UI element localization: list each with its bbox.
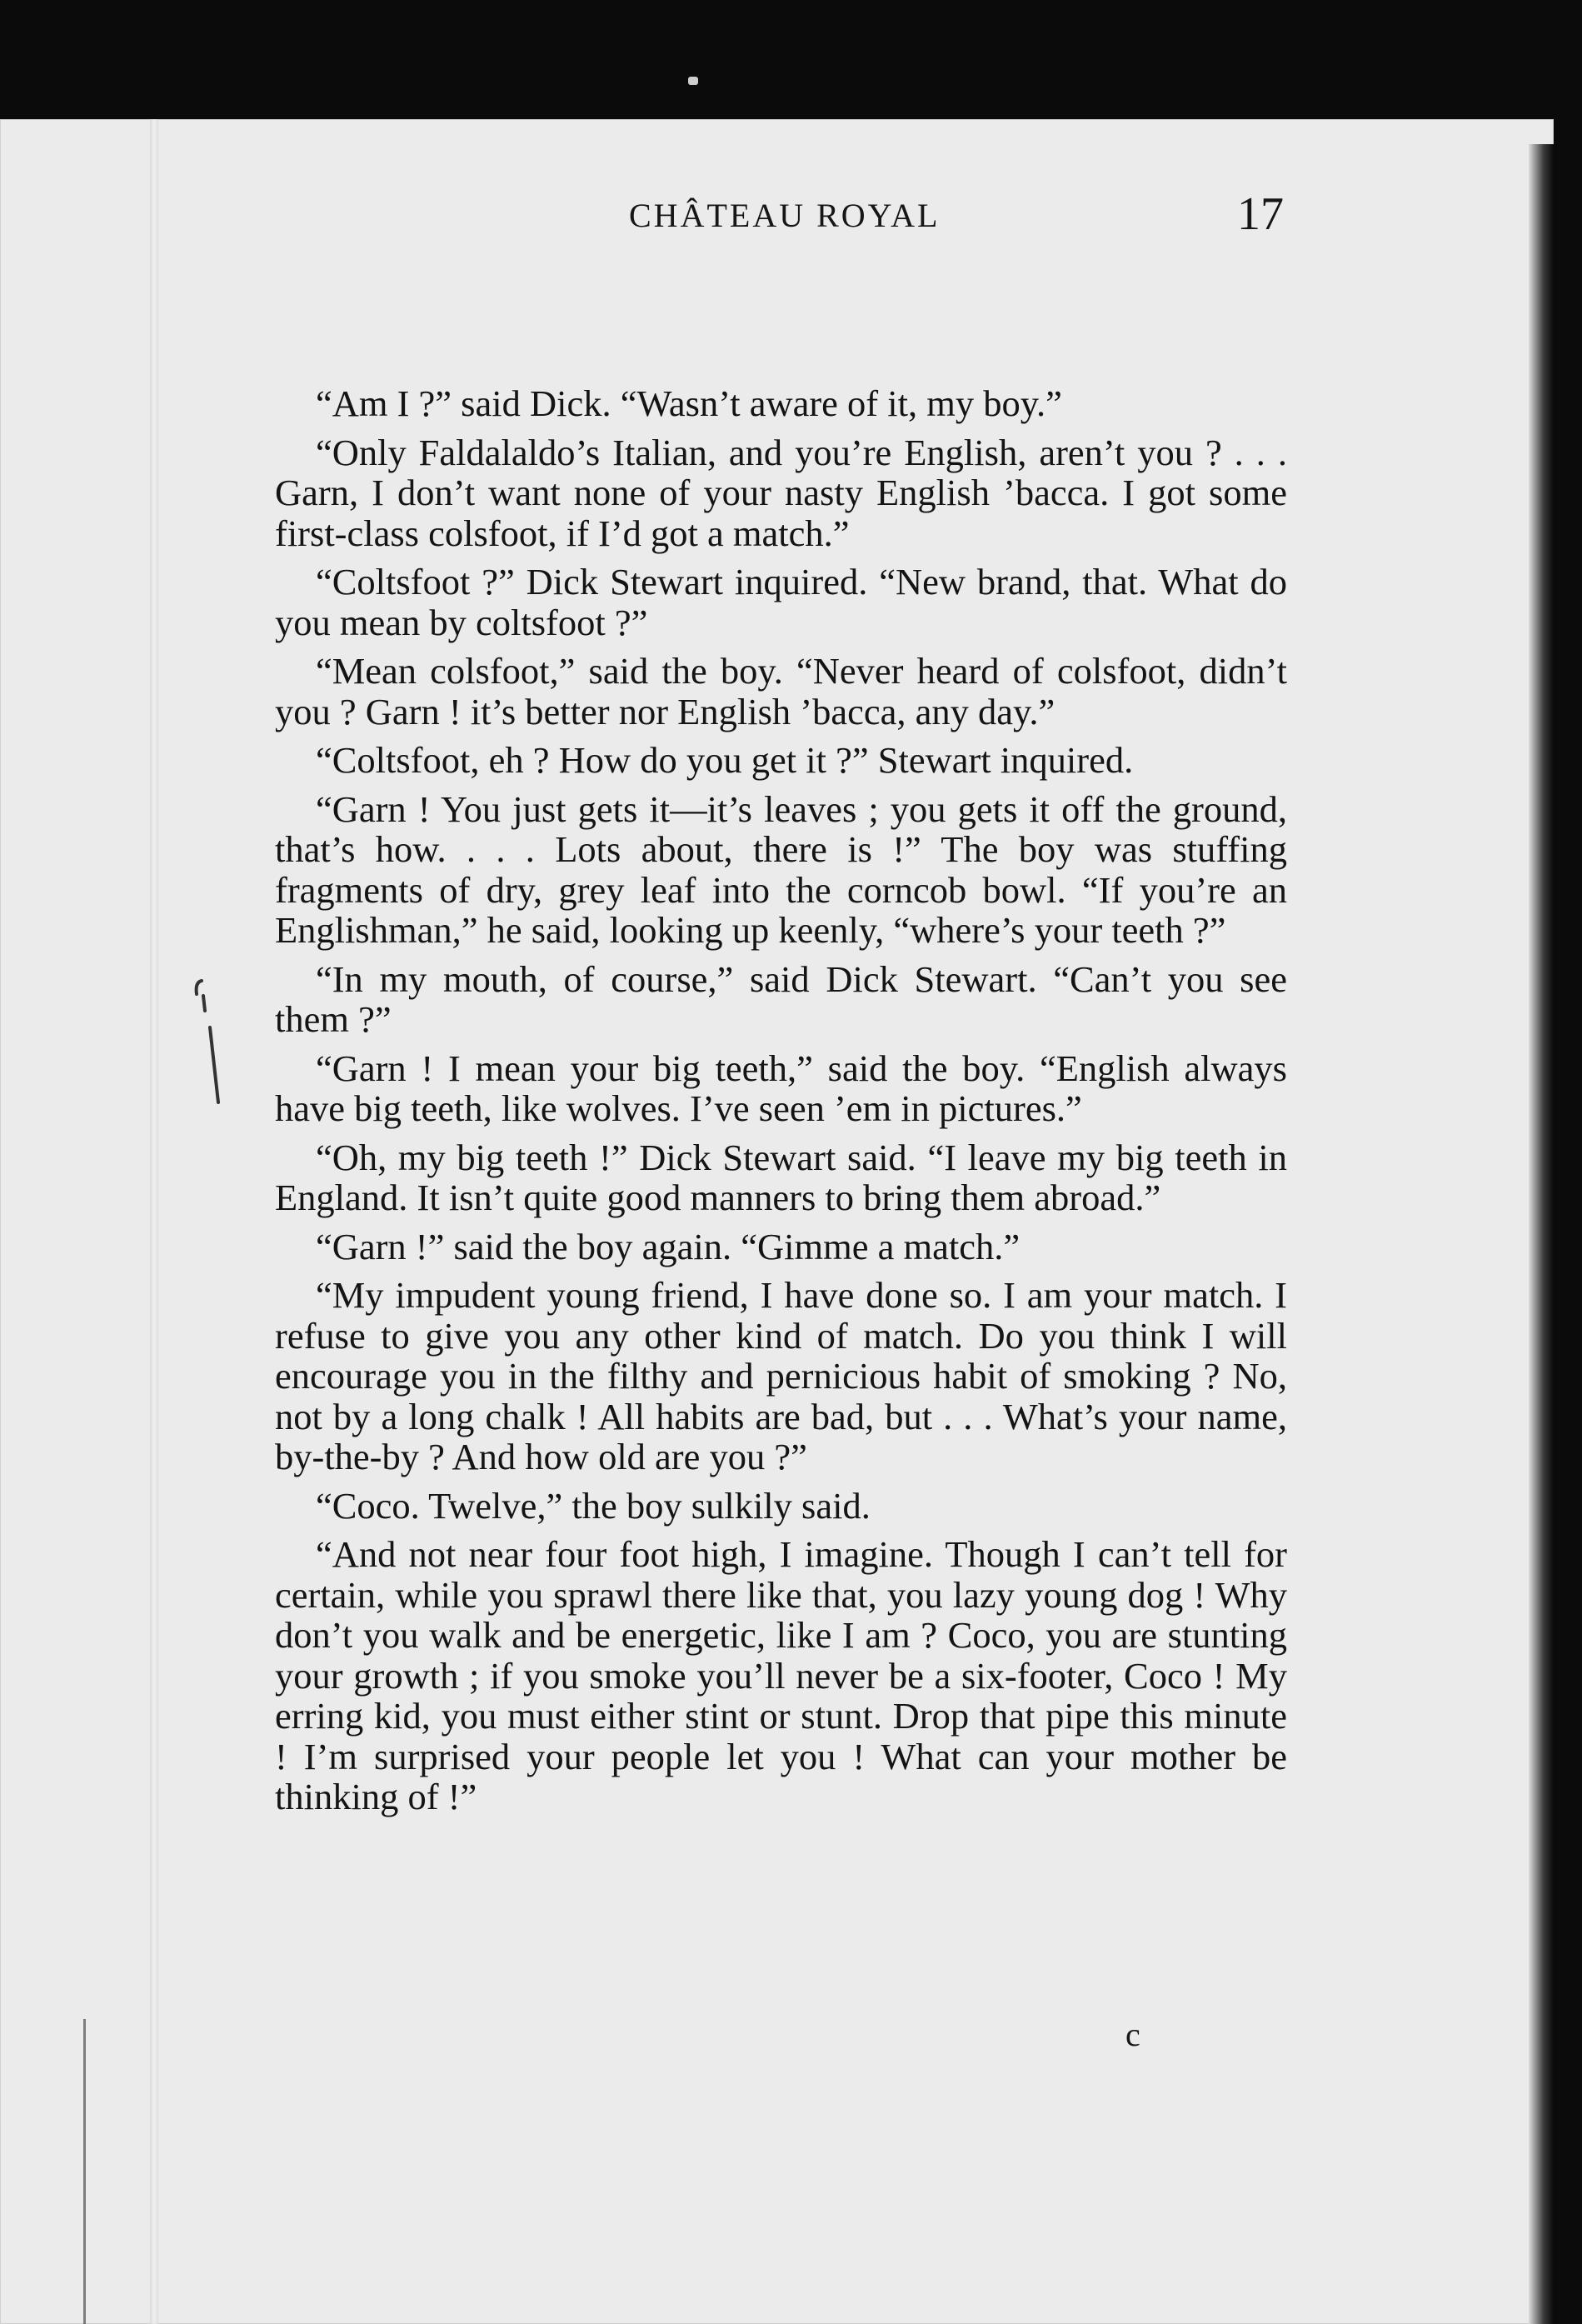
page-header	[0, 179, 1554, 254]
paragraph: “Coco. Twelve,” the boy sulkily said.	[315, 1484, 871, 1527]
pencil-mark	[193, 977, 223, 1111]
paragraph: “Garn ! I mean your big teeth,” said the boy. “English always have big teeth, like wolves. I’ve seen ’em in pictures.”	[275, 1047, 1287, 1129]
paragraph: “Oh, my big teeth !” Dick Stewart said. “I leave my big teeth in England. It isn’t quite good manners to bring them abroad.”	[275, 1136, 1287, 1218]
paragraph: “Am I ?” said Dick. “Wasn’t aware of it, my boy.”	[315, 382, 1062, 424]
paragraph: “Coltsfoot, eh ? How do you get it ?” Stewart inquired.	[315, 739, 1134, 781]
film-speck	[688, 77, 698, 85]
margin-rule	[83, 2019, 86, 2324]
paragraph: “Coltsfoot ?” Dick Stewart inquired. “New brand, that. What do you mean by coltsfoot ?”	[275, 561, 1287, 643]
body-text	[275, 383, 1287, 1826]
paragraph: “Garn !” said the boy again. “Gimme a match.”	[315, 1225, 1021, 1267]
paragraph: “Only Faldalaldo’s Italian, and you’re English, aren’t you ? . . . Garn, I don’t want none of your nasty English ’bacca. I got some first-class colsfoot, if I’d got a match.”	[275, 431, 1287, 554]
gutter-fold	[150, 119, 158, 2324]
paragraph: “And not near four foot high, I imagine. Though I can’t tell for certain, while you sprawl there like that, you lazy young dog ! Why don’t you walk and be energetic, like I am ? Coco, you are stunting your growth ; if you smoke you’ll never be a six-footer, Coco ! My erring kid, you must either stint or stunt. Drop that pipe this minute ! I’m surprised your people let you ! What can your mother be thinking of !”	[275, 1533, 1287, 1817]
signature-mark: c	[1125, 2016, 1140, 2053]
paragraph: “Garn ! You just gets it—it’s leaves ; you gets it off the ground, that’s how. . . . Lots about, there is !” The boy was stuffing fragments of dry, grey leaf into the corncob bowl. “If you’re an Englishman,” he said, looking up keenly, “where’s your teeth ?”	[275, 787, 1287, 951]
paragraph: “My impudent young friend, I have done so. I am your match. I refuse to give you any other kind of match. Do you think I will encourage you in the filthy and pernicious habit of smoking ? No, not by a long chalk ! All habits are bad, but . . . What’s your name, by-the-by ? And how old are you ?”	[275, 1274, 1287, 1477]
paragraph: “Mean colsfoot,” said the boy. “Never heard of colsfoot, didn’t you ? Garn ! it’s better nor English ’bacca, any day.”	[275, 650, 1287, 732]
page-number: 17	[1237, 188, 1284, 240]
running-head: CHÂTEAU ROYAL	[629, 197, 941, 234]
page-edge-shadow	[1529, 144, 1554, 2324]
paragraph: “In my mouth, of course,” said Dick Stewart. “Can’t you see them ?”	[275, 957, 1287, 1040]
